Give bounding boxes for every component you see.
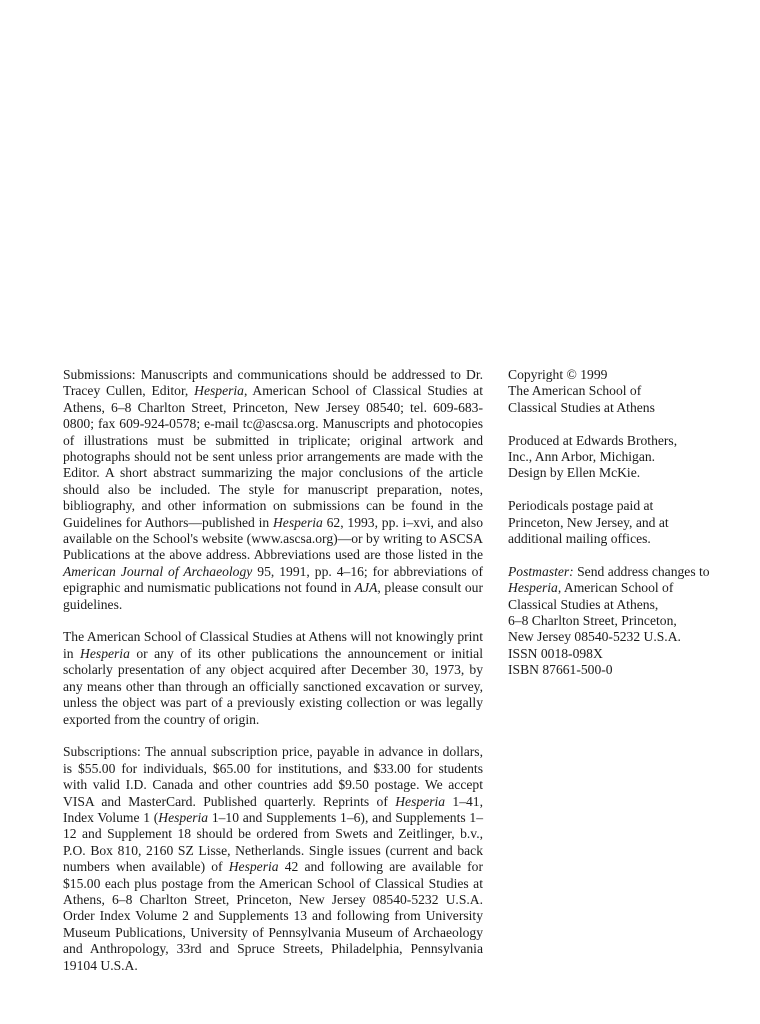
text-run: Subscriptions: The annual subscription price, payable in advance in dollars, is $55.00 for individuals, $65.00 for institutions, and $33.00 for students with valid I.D. Canada and other countries add $9.50 postage. We accept VISA and MasterCard. Published quarterly. Reprints of: [63, 744, 483, 809]
periodicals-line: Periodicals postage paid at: [508, 498, 654, 514]
text-run: The American School of Classical Studies at Athens will not knowingly print in: [63, 629, 483, 661]
text-run: 62, 1993, pp. i–xvi, and also available on the School's website (www.ascsa.org)—or by writing to ASCSA Publications at the above address. Abbreviations used are those listed in the: [63, 514, 483, 563]
postmaster-line: Classical Studies at Athens,: [508, 596, 659, 612]
acquisition-policy-paragraph: [63, 629, 483, 727]
journal-title: Hesperia: [272, 514, 323, 530]
text-run: 1–41, Index Volume 1 (: [63, 793, 483, 825]
journal-title: American Journal of Archaeology: [63, 563, 253, 579]
postmaster-block: [508, 564, 723, 679]
copyright-line: Copyright © 1999: [508, 367, 608, 382]
production-block: [508, 433, 723, 482]
submissions-paragraph: [63, 367, 483, 613]
postmaster-line: 6–8 Charlton Street, Princeton,: [508, 613, 677, 629]
text-run: 95, 1991, pp. 4–16; for abbreviations of epigraphic and numismatic publications not found in: [63, 563, 483, 596]
periodicals-block: [508, 498, 723, 547]
issn: ISSN 0018-098X: [508, 645, 603, 661]
journal-title: Hesperia: [395, 793, 446, 809]
text-run: 1–10 and Supplements 1–6), and Supplements 1–12 and Supplement 18 should be ordered from Swets and Zeitlinger, b.v., P.O. Box 810, 2160 SZ Lisse, Netherlands. Single issues (current and back numbers when available) of: [63, 809, 483, 875]
production-line: Inc., Ann Arbor, Michigan.: [508, 449, 656, 465]
text-run: or any of its other publications the announcement or initial scholarly presentation of any object acquired after December 30, 1973, by any means other than through an officially sanctioned excavation or survey, unless the object was part of a previously existing collection or was legally exported from the country of origin.: [63, 645, 483, 727]
text-run: , please consult our guidelines.: [63, 580, 483, 612]
journal-title: Hesperia: [80, 645, 130, 661]
journal-title: Hesperia: [158, 809, 209, 825]
journal-title: Hesperia: [194, 383, 244, 399]
main-text-column: [63, 367, 483, 990]
text-run: , American School of Classical Studies at Athens, 6–8 Charlton Street, Princeton, New Jersey 08540; tel. 609-683-0800; fax 609-924-0578; e-mail tc@ascsa.org. Manuscripts and photocopies of illustrations must be submitted in triplicate; original artwork and photographs should not be sent unless prior arrangements are made with the Editor. A short abstract summarizing the major conclusions of the article should also be included. The style for manuscript preparation, notes, bibliography, and other information on submissions can be found in the Guidelines for Authors—published in: [63, 383, 483, 530]
production-line: Design by Ellen McKie.: [508, 465, 641, 481]
postmaster-line: [508, 564, 723, 580]
text-run: , American School of: [557, 580, 674, 596]
periodicals-line: additional mailing offices.: [508, 531, 651, 547]
copyright-line: Classical Studies at Athens: [508, 399, 655, 415]
postmaster-label: Postmaster:: [508, 563, 574, 579]
text-run: Submissions: Manuscripts and communications should be addressed to Dr. Tracey Cullen, Editor,: [63, 367, 483, 399]
copyright-line: The American School of: [508, 383, 642, 399]
isbn: ISBN 87661-500-0: [508, 662, 613, 678]
periodicals-line: Princeton, New Jersey, and at: [508, 514, 669, 530]
journal-title: AJA: [354, 580, 378, 596]
colophon-column: [508, 367, 723, 695]
production-line: Produced at Edwards Brothers,: [508, 432, 678, 448]
journal-title: Hesperia: [228, 859, 279, 875]
journal-title: Hesperia: [508, 580, 558, 596]
postmaster-line: New Jersey 08540-5232 U.S.A.: [508, 629, 681, 645]
text-run: Send address changes to: [573, 563, 710, 579]
text-run: 42 and following are available for $15.00 each plus postage from the American School of Classical Studies at Athens, 6–8 Charlton Street, Princeton, New Jersey 08540-5232 U.S.A. Order Index Volume 2 and Supplements 13 and following from University Museum Publications, University of Pennsylvania Museum of Archaeology and Anthropology, 33rd and Spruce Streets, Philadelphia, Pennsylvania 19104 U.S.A.: [63, 859, 483, 973]
copyright-block: [508, 367, 723, 416]
postmaster-line: [508, 580, 723, 596]
subscriptions-paragraph: [63, 744, 483, 974]
